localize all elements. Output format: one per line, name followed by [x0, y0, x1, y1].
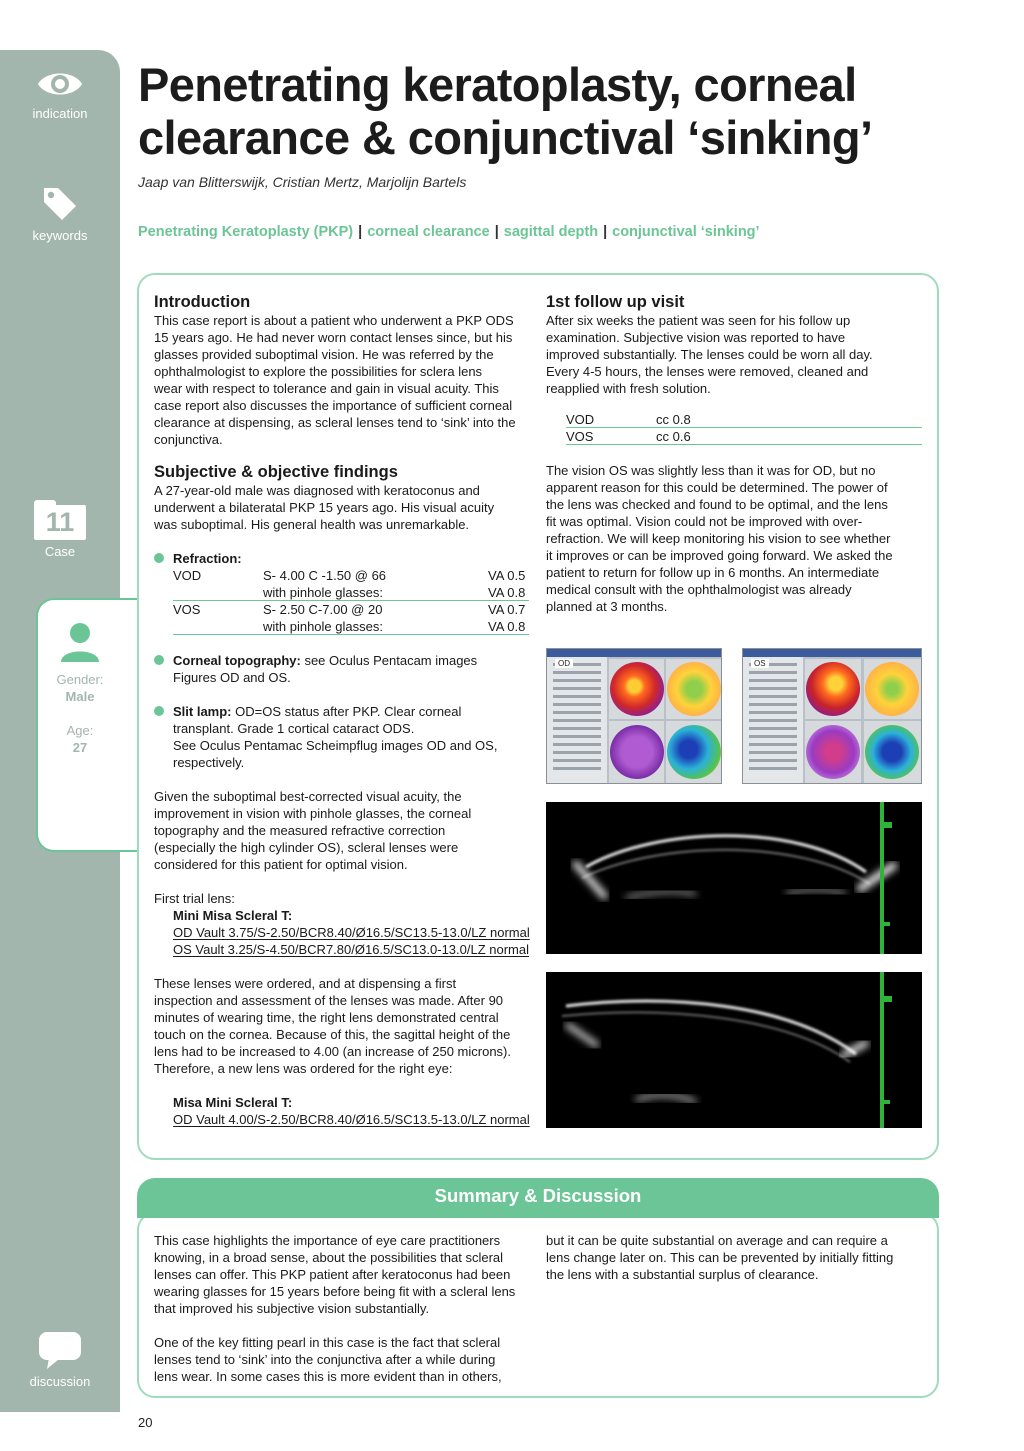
- keywords-label: keywords: [32, 228, 88, 243]
- case-label: Case: [44, 544, 76, 559]
- followup-heading: 1st follow up visit: [546, 293, 685, 311]
- age-value: 27: [72, 740, 88, 755]
- discussion-label: discussion: [29, 1374, 91, 1389]
- first-trial-label: First trial lens:: [154, 891, 235, 906]
- case-number: 11: [45, 507, 75, 537]
- keyword: sagittal depth: [503, 224, 599, 240]
- folder-icon: [34, 500, 86, 540]
- page-title: [138, 58, 998, 164]
- od-tag: OD: [555, 659, 573, 668]
- scheimpflug-od-image: [546, 802, 922, 954]
- refraction-item: Refraction:: [154, 550, 534, 567]
- keyword: conjunctival ‘sinking’: [612, 224, 760, 240]
- findings-text: A 27-year-old male was diagnosed with keratoconus and underwent a bilateratal PKP 15 years ago. His visual acuity was suboptimal. His general health was unremarkable.: [154, 483, 495, 532]
- keyword-separator: |: [603, 224, 608, 240]
- pentacam-od-image: [546, 648, 722, 784]
- lens1-name: Mini Misa Scleral T:: [173, 908, 293, 923]
- sidebar-indication: [0, 66, 120, 121]
- topography-item: Corneal topography: see Oculus Pentacam images Figures OD and OS.: [154, 652, 534, 686]
- summary-left-column: This case highlights the importance of eye care practitioners knowing, in a broad sense, about the possibilities that scleral lenses can offer. This PKP patient after keratoconus had been wearing glasses for 15 years before being fit with a scleral lens that improved his subjective vision substantially. One of the key fitting pearl in this case is the fact that scleral lenses tend to ‘sink’ into the conjunctiva after a while during lens wear. In some cases this is more evident than in others,: [154, 1233, 516, 1384]
- sidebar-discussion: [0, 1330, 120, 1389]
- table-row: VOS cc 0.6: [566, 428, 922, 445]
- lens2-name: Misa Mini Scleral T:: [173, 1095, 293, 1110]
- gender-value: Male: [65, 689, 95, 704]
- scheimpflug-os-image: [546, 972, 922, 1128]
- followup-text: After six weeks the patient was seen for his follow up examination. Subjective vision was reported to have improved substantially. The lenses could be worn all day. Every 4-5 hours, the lenses were removed, cleaned and reapplied with fresh solution.: [546, 313, 873, 396]
- sidebar-case: [0, 500, 120, 559]
- bullet-icon: [154, 706, 164, 716]
- ordered-paragraph: These lenses were ordered, and at dispensing a first inspection and assessment of the lenses was made. After 90 minutes of wearing time, the right lens demonstrated central touch on the cornea. Because of this, the sagittal height of the lens had to be increased to 4.00 (an increase of 250 microns). Therefore, a new lens was ordered for the right eye:: [154, 976, 511, 1076]
- table-row: with pinhole glasses: VA 0.8: [173, 584, 529, 601]
- summary-heading: Summary & Discussion: [137, 1178, 939, 1218]
- keyword-separator: |: [494, 224, 499, 240]
- age-label: Age:: [66, 723, 94, 738]
- person-icon: [58, 620, 102, 664]
- gender-label: Gender:: [56, 672, 104, 687]
- summary-right-column: but it can be quite substantial on average and can require a lens change later on. This can be prevented by initially fitting the lens with a substantial surplus of clearance.: [546, 1233, 894, 1282]
- bullet-icon: [154, 553, 164, 563]
- refraction-table: [173, 567, 529, 635]
- table-row: VOD S- 4.00 C -1.50 @ 66 VA 0.5: [173, 568, 526, 583]
- lens1-os: OS Vault 3.25/S-4.50/BCR7.80/Ø16.5/SC13.0-13.0/LZ normal: [173, 942, 530, 957]
- bullet-icon: [154, 655, 164, 665]
- lens1-od: OD Vault 3.75/S-2.50/BCR8.40/Ø16.5/SC13.5-13.0/LZ normal: [173, 925, 530, 940]
- left-column: [154, 292, 534, 1128]
- page-number: 20: [138, 1415, 153, 1430]
- eye-icon: [36, 66, 84, 102]
- title-line-1: Penetrating keratoplasty, corneal: [138, 58, 857, 111]
- keywords-list: [138, 224, 760, 240]
- tag-icon: [40, 184, 80, 224]
- va-table: [566, 411, 922, 445]
- keyword-separator: |: [358, 224, 363, 240]
- keyword: corneal clearance: [367, 224, 490, 240]
- findings-heading: Subjective & objective findings: [154, 463, 398, 481]
- title-line-2: clearance & conjunctival ‘sinking’: [138, 111, 873, 164]
- given-paragraph: Given the suboptimal best-corrected visual acuity, the improvement in vision with pinhole glasses, the corneal topography and the measured refractive correction (especially the high cylinder OS), scleral lenses were considered for this patient for optimal vision.: [154, 789, 472, 872]
- sidebar-keywords: [0, 184, 120, 243]
- right-column: [546, 292, 924, 615]
- pentacam-os-image: [742, 648, 922, 784]
- os-tag: OS: [751, 659, 769, 668]
- intro-text: This case report is about a patient who underwent a PKP ODS 15 years ago. He had never worn contact lenses since, but his glasses provided suboptimal vision. He was referred by the ophthalmologist to explore the possibilities for sclera lens wear with respect to tolerance and gain in visual acuity. This case report also discusses the importance of sufficient corneal clearance at dispensing, as scleral lenses tend to ‘sink’ into the conjunctiva.: [154, 313, 516, 447]
- keyword: Penetrating Keratoplasty (PKP): [138, 224, 354, 240]
- table-row: with pinhole glasses: VA 0.8: [173, 618, 529, 635]
- intro-heading: Introduction: [154, 293, 251, 311]
- table-row: VOD cc 0.8: [566, 411, 922, 428]
- followup-text-2: The vision OS was slightly less than it was for OD, but no apparent reason for this could be determined. The power of the lens was checked and found to be optimal, and the lens fit was optimal. Vision could not be improved with over- refraction. We will keep monitoring his vision to see whether it improves or can be improved going forward. We asked the patient to return for follow up in 6 months. An intermediate medical consult with the ophthalmologist was already planned at 3 months.: [546, 463, 893, 614]
- authors: Jaap van Blitterswijk, Cristian Mertz, Marjolijn Bartels: [138, 174, 467, 190]
- lens2-od: OD Vault 4.00/S-2.50/BCR8.40/Ø16.5/SC13.5-13.0/LZ normal: [173, 1112, 530, 1127]
- table-row: VOS S- 2.50 C-7.00 @ 20 VA 0.7: [173, 602, 526, 617]
- slit-lamp-item: Slit lamp: OD=OS status after PKP. Clear corneal transplant. Grade 1 cortical cataract ODS. See Oculus Pentamac Scheimpflug images OD and OS, respectively.: [154, 703, 534, 771]
- patient-tab: [36, 598, 140, 852]
- speech-bubble-icon: [37, 1330, 83, 1370]
- indication-label: indication: [32, 106, 88, 121]
